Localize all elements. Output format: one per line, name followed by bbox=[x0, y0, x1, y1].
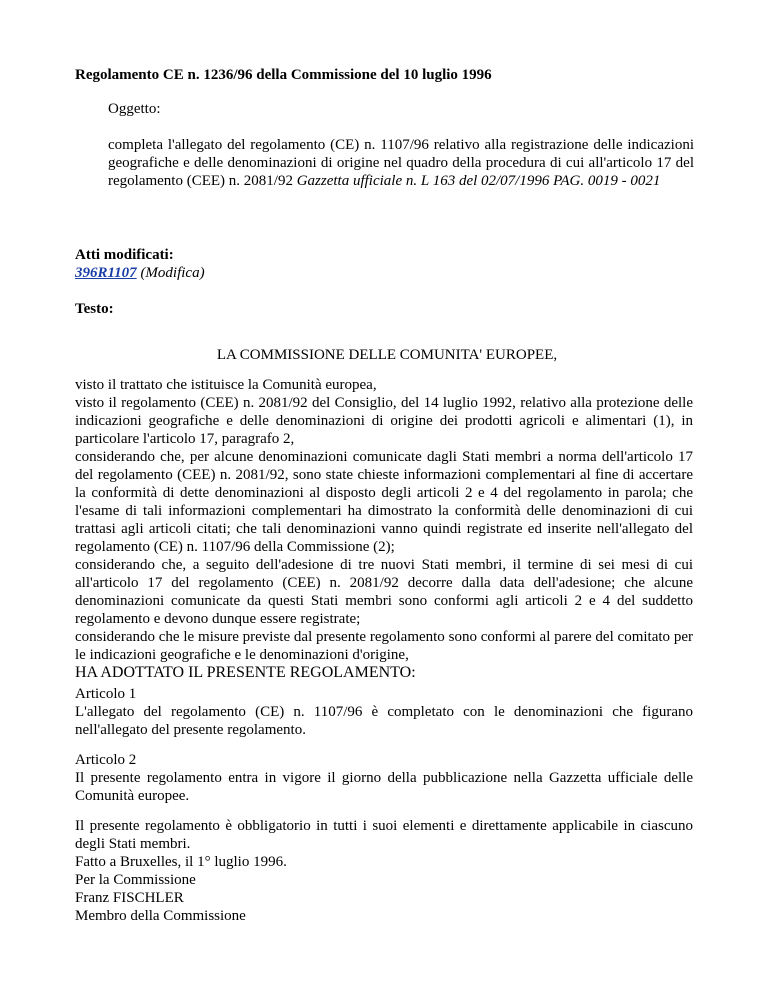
oggetto-label: Oggetto: bbox=[108, 101, 161, 117]
atti-note: (Modifica) bbox=[136, 265, 205, 281]
oggetto-text bbox=[108, 136, 694, 190]
preamble-paragraph: considerando che, a seguito dell'adesione di tre nuovi Stati membri, il termine di sei mesi di cui all'articolo 17 del regolamento (CEE) n. 2081/92 decorre dalla data dell'adesione; che alcune denominazioni comunicate da questi Stati membri sono conformi agli articoli 2 e 4 del suddetto regolamento e devono dunque essere registrate; bbox=[75, 557, 693, 627]
atti-modificati bbox=[75, 246, 205, 282]
adottato-heading: HA ADOTTATO IL PRESENTE REGOLAMENTO: bbox=[75, 664, 416, 681]
preamble-paragraph: visto il regolamento (CEE) n. 2081/92 del Consiglio, del 14 luglio 1992, relativo alla protezione delle indicazioni geografiche e delle denominazioni di origine dei prodotti agricoli e alimentari (1), in particolare l'articolo 17, paragrafo 2, bbox=[75, 395, 693, 447]
atti-label: Atti modificati: bbox=[75, 247, 174, 263]
fatto-text: Fatto a Bruxelles, il 1° luglio 1996. bbox=[75, 854, 287, 870]
testo-label: Testo: bbox=[75, 301, 114, 317]
gazzetta-reference: Gazzetta ufficiale n. L 163 del 02/07/1996 PAG. 0019 - 0021 bbox=[296, 173, 661, 189]
atti-entry bbox=[75, 264, 205, 282]
commissione-heading: LA COMMISSIONE DELLE COMUNITA' EUROPEE, bbox=[216, 347, 558, 363]
preamble-paragraph: considerando che, per alcune denominazioni comunicate dagli Stati membri a norma dell'articolo 17 del regolamento (CEE) n. 2081/92, sono state chieste informazioni complementari al fine di accertare la conformità di dette denominazioni al disposto degli articoli 2 e 4 del regolamento in parola; che l'esame di tali informazioni complementari ha dimostrato la conformità delle denominazioni di cui trattasi agli articoli citati; che tali denominazioni vanno quindi registrate ed inserite nell'allegato del regolamento (CE) n. 1107/96 della Commissione (2); bbox=[75, 449, 693, 555]
document-title: Regolamento CE n. 1236/96 della Commissione del 10 luglio 1996 bbox=[75, 67, 492, 83]
articolo-text: Il presente regolamento entra in vigore il giorno della pubblicazione nella Gazzetta ufficiale delle Comunità europee. bbox=[75, 770, 693, 804]
obbligatorio-text: Il presente regolamento è obbligatorio in tutti i suoi elementi e direttamente applicabile in ciascuno degli Stati membri. bbox=[75, 818, 693, 852]
preamble-paragraph: considerando che le misure previste dal presente regolamento sono conformi al parere del comitato per le indicazioni geografiche e le denominazioni d'origine, bbox=[75, 629, 693, 663]
articolo-heading: Articolo 1 bbox=[75, 686, 137, 702]
articolo-2 bbox=[75, 751, 693, 805]
oggetto-description: completa l'allegato del regolamento (CE) n. 1107/96 relativo alla registrazione delle indicazioni geografiche e delle denominazioni di origine nel quadro della procedura di cui all'articolo 17 del regolamento (CEE) n. 2081/92 bbox=[108, 137, 694, 189]
signatory-role: Membro della Commissione bbox=[75, 908, 246, 924]
articolo-1 bbox=[75, 685, 693, 739]
preamble bbox=[75, 376, 693, 682]
preamble-paragraph: visto il trattato che istituisce la Comunità europea, bbox=[75, 377, 377, 393]
signatory-name: Franz FISCHLER bbox=[75, 890, 184, 906]
atti-link[interactable]: 396R1107 bbox=[75, 265, 137, 281]
articolo-heading: Articolo 2 bbox=[75, 752, 137, 768]
closing-block bbox=[75, 817, 693, 925]
articolo-text: L'allegato del regolamento (CE) n. 1107/96 è completato con le denominazioni che figurano nell'allegato del presente regolamento. bbox=[75, 704, 693, 738]
per-commissione: Per la Commissione bbox=[75, 872, 196, 888]
